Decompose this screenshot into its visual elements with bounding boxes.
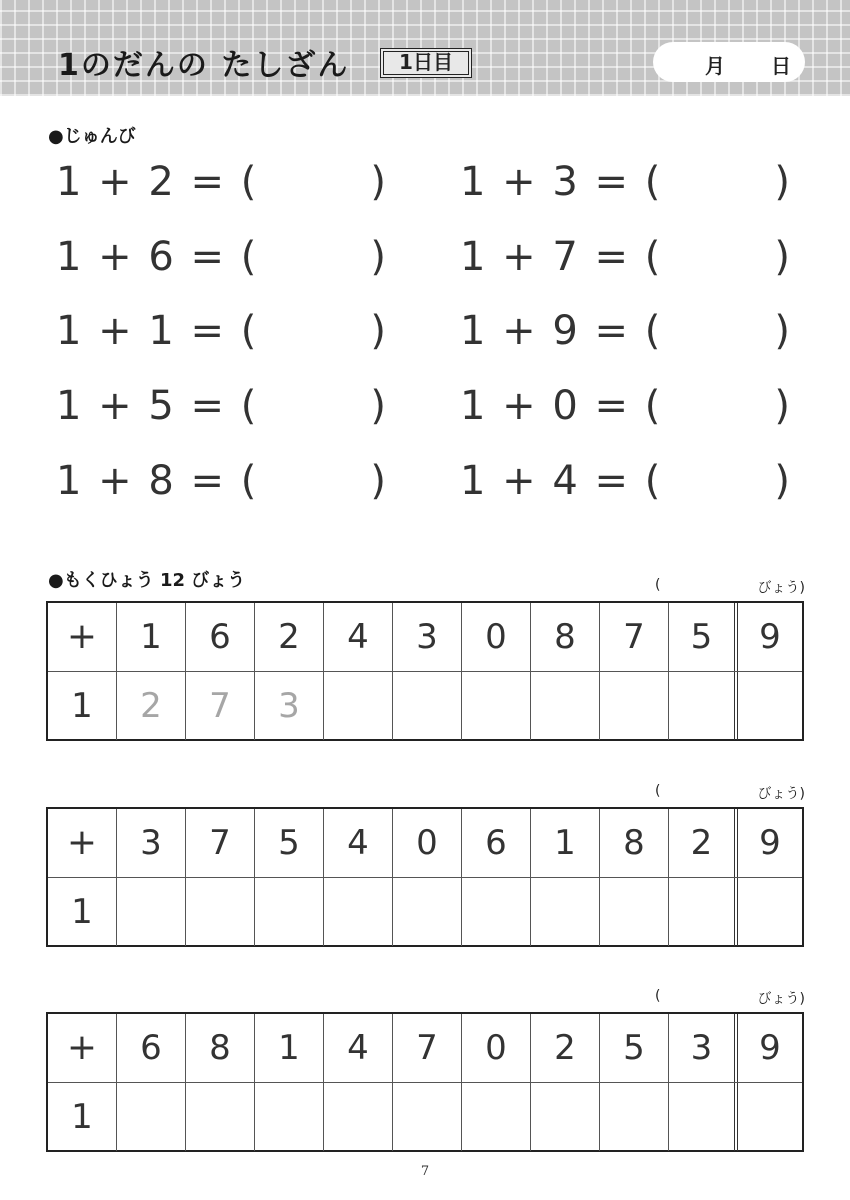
number-cell: 0 <box>462 1014 531 1082</box>
number-cell: 0 <box>393 809 462 877</box>
time-unit: びょう) <box>757 786 805 802</box>
answer-cell[interactable]: 3 <box>255 672 324 740</box>
month-label: 月 <box>705 54 725 78</box>
number-cell: 8 <box>531 603 600 671</box>
number-cell: 5 <box>669 603 738 671</box>
grid-answer-row <box>48 1083 802 1151</box>
answer-cell[interactable] <box>255 878 324 946</box>
answer-cell[interactable] <box>531 672 600 740</box>
answer-cell[interactable] <box>531 878 600 946</box>
number-cell: 7 <box>393 1014 462 1082</box>
time-record-label[interactable] <box>655 783 805 803</box>
warmup-equation[interactable]: 1 + 3 = ( ) <box>460 159 790 205</box>
answer-cell[interactable] <box>324 672 393 740</box>
drill-heading: ●もくひょう 12 びょう <box>48 570 246 591</box>
number-cell: 4 <box>324 603 393 671</box>
number-cell: 5 <box>600 1014 669 1082</box>
time-open-paren: ( <box>655 577 661 593</box>
answer-cell[interactable] <box>738 672 802 740</box>
warmup-equation[interactable]: 1 + 4 = ( ) <box>460 458 790 504</box>
addend-cell: 1 <box>48 672 117 740</box>
number-cell: 5 <box>255 809 324 877</box>
answer-cell[interactable] <box>117 878 186 946</box>
number-cell: 2 <box>255 603 324 671</box>
answer-cell[interactable] <box>462 878 531 946</box>
number-cell: 8 <box>600 809 669 877</box>
number-cell: 1 <box>117 603 186 671</box>
warmup-equation[interactable]: 1 + 6 = ( ) <box>56 234 386 280</box>
time-unit: びょう) <box>757 991 805 1007</box>
answer-cell[interactable] <box>669 878 738 946</box>
warmup-equation[interactable]: 1 + 5 = ( ) <box>56 383 386 429</box>
page-title: 1のだんの たしざん <box>58 48 350 83</box>
answer-cell[interactable]: 2 <box>117 672 186 740</box>
number-cell: 2 <box>669 809 738 877</box>
answer-cell[interactable] <box>531 1083 600 1151</box>
grid-number-row <box>48 809 802 878</box>
answer-cell[interactable] <box>393 672 462 740</box>
page-number: 7 <box>420 1164 430 1179</box>
number-cell: 9 <box>759 1028 781 1068</box>
answer-cell[interactable] <box>324 1083 393 1151</box>
answer-cell[interactable] <box>600 672 669 740</box>
answer-cell[interactable]: 7 <box>186 672 255 740</box>
answer-cell[interactable] <box>462 672 531 740</box>
number-cell: 6 <box>462 809 531 877</box>
date-field[interactable] <box>653 42 805 82</box>
number-cell: 8 <box>186 1014 255 1082</box>
answer-cell[interactable] <box>393 878 462 946</box>
number-cell: 4 <box>324 1014 393 1082</box>
answer-cell[interactable] <box>186 1083 255 1151</box>
number-cell: 4 <box>324 809 393 877</box>
warmup-heading: ●じゅんび <box>48 126 136 147</box>
answer-cell[interactable] <box>669 672 738 740</box>
number-cell: 3 <box>117 809 186 877</box>
number-cell: 3 <box>393 603 462 671</box>
day-label: 日 <box>771 54 791 78</box>
addition-grid <box>46 1012 804 1152</box>
grid-answer-row <box>48 672 802 740</box>
addend-cell: 1 <box>48 878 117 946</box>
warmup-equation[interactable]: 1 + 0 = ( ) <box>460 383 790 429</box>
addition-grid <box>46 601 804 741</box>
answer-cell[interactable] <box>186 878 255 946</box>
number-cell: 3 <box>669 1014 738 1082</box>
answer-cell[interactable] <box>669 1083 738 1151</box>
answer-cell[interactable] <box>255 1083 324 1151</box>
answer-cell[interactable] <box>462 1083 531 1151</box>
grid-answer-row <box>48 878 802 946</box>
addition-grid <box>46 807 804 947</box>
time-unit: びょう) <box>757 580 805 596</box>
time-open-paren: ( <box>655 988 661 1004</box>
warmup-equation[interactable]: 1 + 8 = ( ) <box>56 458 386 504</box>
number-cell: 9 <box>759 617 781 657</box>
answer-cell[interactable] <box>324 878 393 946</box>
answer-cell[interactable] <box>117 1083 186 1151</box>
operator-cell: + <box>48 1014 117 1082</box>
warmup-equation[interactable]: 1 + 7 = ( ) <box>460 234 790 280</box>
grid-number-row <box>48 603 802 672</box>
warmup-equation[interactable]: 1 + 9 = ( ) <box>460 308 790 354</box>
operator-cell: + <box>48 603 117 671</box>
addend-cell: 1 <box>48 1083 117 1151</box>
number-cell: 6 <box>117 1014 186 1082</box>
time-record-label[interactable] <box>655 577 805 597</box>
number-cell: 9 <box>759 823 781 863</box>
warmup-equation[interactable]: 1 + 2 = ( ) <box>56 159 386 205</box>
number-cell: 6 <box>186 603 255 671</box>
header-band <box>0 0 850 96</box>
time-record-label[interactable] <box>655 988 805 1008</box>
number-cell: 2 <box>531 1014 600 1082</box>
answer-cell[interactable] <box>600 878 669 946</box>
number-cell: 1 <box>531 809 600 877</box>
day-count-box: 1日目 <box>380 48 472 78</box>
answer-cell[interactable] <box>600 1083 669 1151</box>
number-cell: 7 <box>186 809 255 877</box>
answer-cell[interactable] <box>738 878 802 946</box>
warmup-equation[interactable]: 1 + 1 = ( ) <box>56 308 386 354</box>
operator-cell: + <box>48 809 117 877</box>
number-cell: 7 <box>600 603 669 671</box>
answer-cell[interactable] <box>393 1083 462 1151</box>
number-cell: 0 <box>462 603 531 671</box>
number-cell: 1 <box>255 1014 324 1082</box>
answer-cell[interactable] <box>738 1083 802 1151</box>
grid-number-row <box>48 1014 802 1083</box>
time-open-paren: ( <box>655 783 661 799</box>
